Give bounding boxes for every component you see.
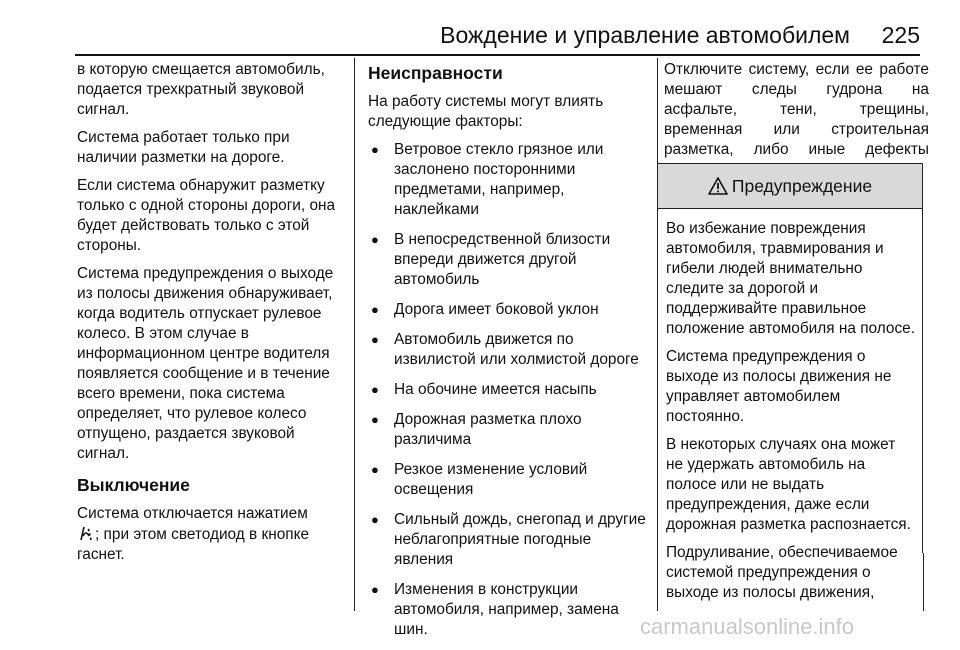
- list-item: ● Изменения в конструкции автомобиля, например, замена шин.: [368, 580, 650, 640]
- column-middle: [368, 60, 650, 650]
- paragraph: На работу системы могут влиять следующие факторы:: [368, 93, 604, 130]
- paragraph: Система предупреждения о выходе из полосы движения обнаруживает, когда водитель отпускает рулевое колесо. В этом случае в информационном центре водителя появляется сообщение и в течение всего времени, пока система определяет, что рулевое колесо отпущено, раздается звуковой сигнал.: [77, 265, 334, 462]
- warning-header: [658, 164, 922, 209]
- list-item: ● В непосредственной близости впереди движется другой автомобиль: [368, 230, 650, 290]
- list-item: ● Сильный дождь, снегопад и другие неблагоприятные погодные явления: [368, 510, 650, 570]
- column-left: [77, 60, 345, 573]
- warning-paragraph: Во избежание повреждения автомобиля, травмирования и гибели людей внимательно следите за дорогой и поддерживайте правильное положение автомобиля на полосе.: [666, 220, 915, 337]
- paragraph-text: ; при этом светодиод в кнопке гаснет.: [77, 526, 310, 563]
- warning-title: Предупреждение: [731, 175, 873, 196]
- paragraph: Отключите систему, если ее работе мешают следы гудрона на асфальте, тени, трещины, временная или строительная разметка, либо иные дефекты: [664, 61, 929, 158]
- page-title: Вождение и управление автомобилем: [440, 22, 850, 48]
- watermark: carmanualsonline.info: [640, 614, 855, 639]
- warning-paragraph: Подруливание, обеспечиваемое системой предупреждения о выходе из полосы движения,: [666, 544, 898, 601]
- list-item: ● Автомобиль движется по извилистой или холмистой дороге: [368, 330, 650, 370]
- paragraph: Система работает только при наличии разметки на дороге.: [77, 129, 290, 166]
- page-number: 225: [881, 22, 920, 48]
- warning-paragraph: Система предупреждения о выходе из полосы движения не управляет автомобилем постоянно.: [666, 348, 892, 425]
- warning-box: [657, 163, 923, 601]
- list-item: ● Ветровое стекло грязное или заслонено посторонними предметами, например, наклейками: [368, 140, 650, 220]
- page-header: [0, 0, 960, 60]
- paragraph-text: Система отключается нажатием: [77, 505, 308, 522]
- warning-paragraph: В некоторых случаях она может не удержать автомобиль на полосе или не выдать предупреждения, даже если дорожная разметка распознается.: [666, 436, 911, 533]
- fault-list: [368, 140, 650, 640]
- section-title-faults: Неисправности: [368, 63, 503, 83]
- list-item: ● Резкое изменение условий освещения: [368, 460, 650, 500]
- header-rule: [75, 54, 920, 56]
- list-item: ● Дорожная разметка плохо различима: [368, 410, 650, 450]
- warning-body: [658, 209, 922, 603]
- list-item: ● Дорога имеет боковой уклон: [368, 300, 650, 320]
- warning-triangle-icon: [708, 177, 728, 195]
- paragraph: [77, 504, 345, 565]
- column-divider: [923, 553, 924, 611]
- lane-departure-icon: [77, 524, 95, 542]
- list-item: ● На обочине имеется насыпь: [368, 380, 650, 400]
- column-divider: [354, 58, 355, 611]
- section-title-off: Выключение: [77, 475, 190, 495]
- paragraph: в которую смещается автомобиль, подается трехкратный звуковой сигнал.: [77, 61, 325, 118]
- paragraph: Если система обнаружит разметку только с одной стороны дороги, она будет действовать только с этой стороны.: [77, 177, 336, 254]
